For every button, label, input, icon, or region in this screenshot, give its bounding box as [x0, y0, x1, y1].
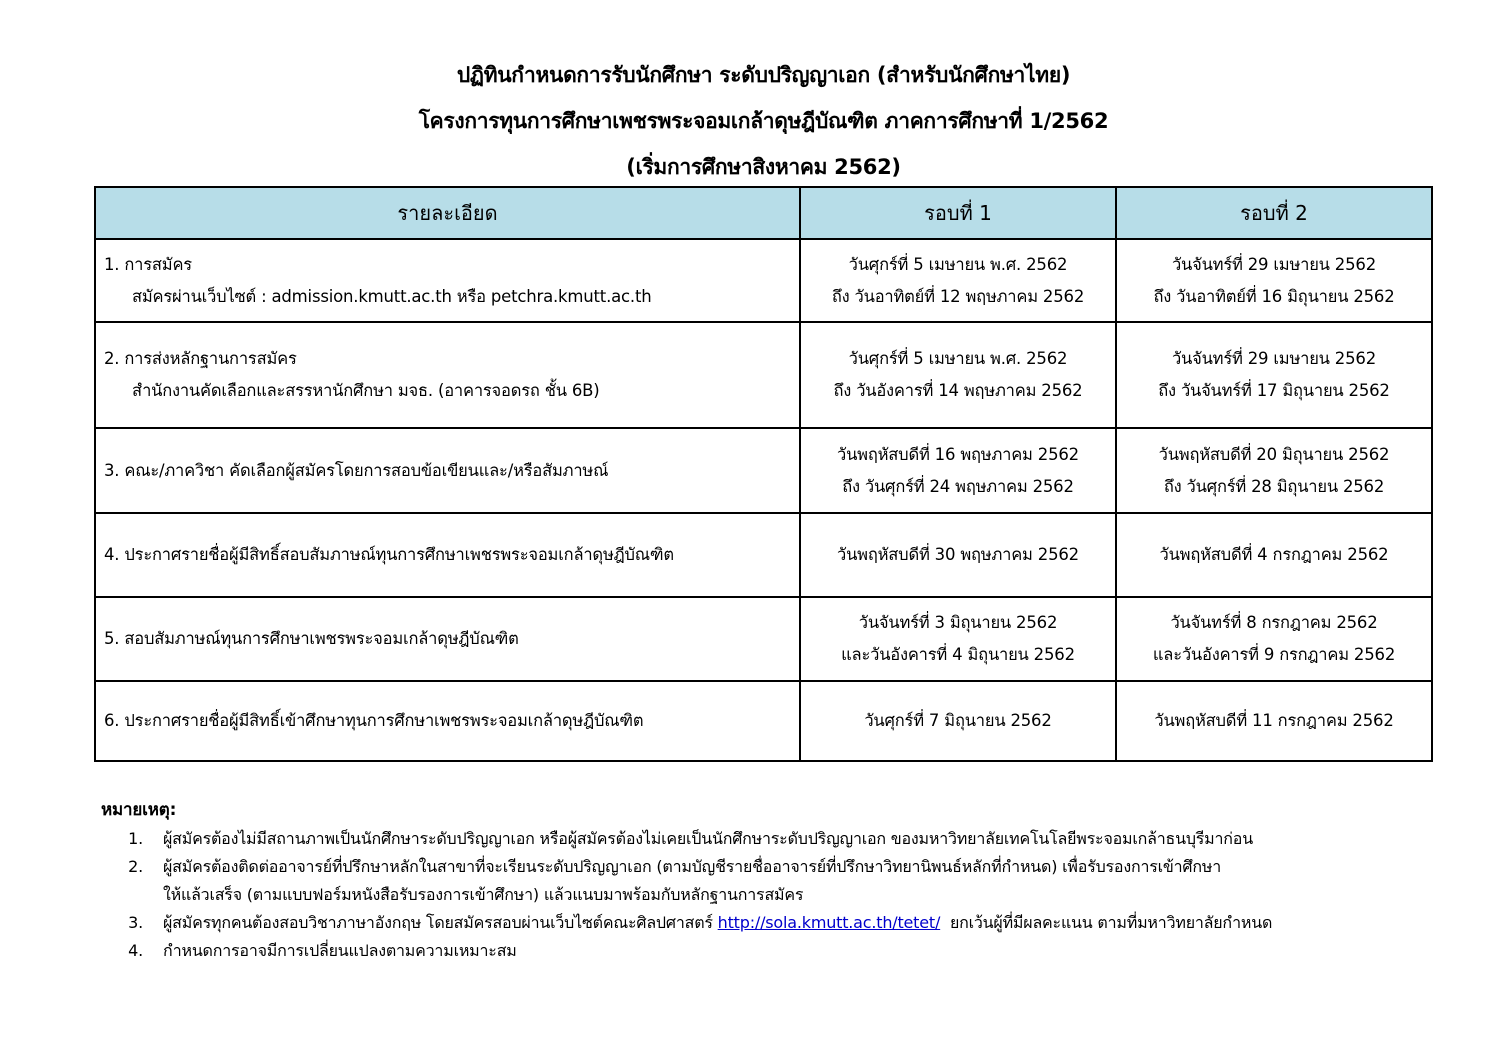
table-row: [95, 513, 1432, 597]
date-line: ถึง วันจันทร์ที่ 17 มิถุนายน 2562: [1158, 381, 1390, 400]
notes-section: [101, 795, 1481, 965]
round-2-cell: [1116, 322, 1432, 428]
note-continuation: ให้แล้วเสร็จ (ตามแบบฟอร์มหนังสือรับรองการเข้าศึกษา) แล้วแนบมาพร้อมกับหลักฐานการสมัคร: [163, 885, 804, 904]
table-row: [95, 322, 1432, 428]
round-1-cell: [800, 428, 1116, 513]
detail-subtext: สมัครผ่านเว็บไซต์ : admission.kmutt.ac.th หรือ petchra.kmutt.ac.th: [132, 286, 652, 306]
round-2-cell: [1116, 513, 1432, 597]
note-number: 3.: [128, 913, 143, 932]
title-line-2: โครงการทุนการศึกษาเพชรพระจอมเกล้าดุษฎีบัณฑิต ภาคการศึกษาที่ 1/2562: [418, 109, 1109, 133]
date-line: วันจันทร์ที่ 29 เมษายน 2562: [1171, 254, 1377, 274]
round-2-cell: [1116, 239, 1432, 322]
date-line: วันพฤหัสบดีที่ 11 กรกฎาคม 2562: [1154, 711, 1394, 730]
date-line: ถึง วันศุกร์ที่ 28 มิถุนายน 2562: [1163, 476, 1385, 496]
header-detail: รายละเอียด: [95, 187, 800, 239]
round-2-cell: [1116, 428, 1432, 513]
note-item: [101, 937, 1481, 965]
note-text: ผู้สมัครต้องไม่มีสถานภาพเป็นนักศึกษาระดับปริญญาเอก หรือผู้สมัครต้องไม่เคยเป็นนักศึกษาระดับปริญญาเอก ของมหาวิทยาลัยเทคโนโลยีพระจอมเกล้าธนบุรีมาก่อน: [163, 829, 1253, 848]
table-header-row: [95, 187, 1432, 239]
note-text-before-link: ผู้สมัครทุกคนต้องสอบวิชาภาษาอังกฤษ โดยสมัครสอบผ่านเว็บไซต์คณะศิลปศาสตร์: [163, 913, 718, 932]
notes-title: หมายเหตุ:: [101, 800, 177, 820]
note-text: [163, 909, 1481, 937]
date-line: ถึง วันอาทิตย์ที่ 16 มิถุนายน 2562: [1153, 286, 1395, 306]
note-text: กำหนดการอาจมีการเปลี่ยนแปลงตามความเหมาะสม: [163, 941, 517, 960]
detail-cell: [95, 239, 800, 322]
round-2-cell: [1116, 681, 1432, 761]
note-item: [101, 853, 1481, 881]
note-number: 2.: [128, 857, 143, 876]
date-line: วันพฤหัสบดีที่ 30 พฤษภาคม 2562: [837, 545, 1079, 564]
date-line: วันพฤหัสบดีที่ 20 มิถุนายน 2562: [1158, 444, 1390, 464]
note-number: 4.: [128, 941, 143, 960]
date-line: และวันอังคารที่ 4 มิถุนายน 2562: [841, 645, 1075, 664]
detail-cell: 4. ประกาศรายชื่อผู้มีสิทธิ์สอบสัมภาษณ์ทุนการศึกษาเพชรพระจอมเกล้าดุษฎีบัณฑิต: [95, 513, 800, 597]
document-title: [0, 52, 1497, 190]
detail-subtext: สำนักงานคัดเลือกและสรรหานักศึกษา มจธ. (อาคารจอดรถ ชั้น 6B): [132, 381, 600, 400]
round-1-cell: [800, 322, 1116, 428]
round-1-cell: [800, 597, 1116, 681]
date-line: ถึง วันอังคารที่ 14 พฤษภาคม 2562: [833, 381, 1083, 400]
date-line: วันจันทร์ที่ 8 กรกฎาคม 2562: [1170, 613, 1378, 632]
detail-text: 1. การสมัคร: [104, 254, 192, 274]
date-line: วันศุกร์ที่ 7 มิถุนายน 2562: [864, 711, 1052, 730]
detail-cell: 6. ประกาศรายชื่อผู้มีสิทธิ์เข้าศึกษาทุนการศึกษาเพชรพระจอมเกล้าดุษฎีบัณฑิต: [95, 681, 800, 761]
date-line: วันพฤหัสบดีที่ 4 กรกฎาคม 2562: [1159, 545, 1389, 564]
date-line: วันศุกร์ที่ 5 เมษายน พ.ศ. 2562: [848, 349, 1068, 368]
date-line: ถึง วันอาทิตย์ที่ 12 พฤษภาคม 2562: [831, 286, 1085, 306]
date-line: วันจันทร์ที่ 29 เมษายน 2562: [1171, 349, 1377, 368]
header-round-2: รอบที่ 2: [1116, 187, 1432, 239]
detail-text: 2. การส่งหลักฐานการสมัคร: [104, 349, 297, 368]
date-line: ถึง วันศุกร์ที่ 24 พฤษภาคม 2562: [842, 476, 1074, 496]
table-row: [95, 428, 1432, 513]
date-line: วันจันทร์ที่ 3 มิถุนายน 2562: [858, 613, 1058, 632]
note-item: [101, 909, 1481, 937]
detail-cell: [95, 322, 800, 428]
header-round-1: รอบที่ 1: [800, 187, 1116, 239]
date-line: และวันอังคารที่ 9 กรกฎาคม 2562: [1152, 645, 1396, 664]
round-1-cell: [800, 513, 1116, 597]
note-text-after-link: ยกเว้นผู้ที่มีผลคะแนน ตามที่มหาวิทยาลัยกำหนด: [940, 913, 1273, 932]
round-1-cell: [800, 681, 1116, 761]
round-2-cell: [1116, 597, 1432, 681]
detail-cell: 5. สอบสัมภาษณ์ทุนการศึกษาเพชรพระจอมเกล้าดุษฎีบัณฑิต: [95, 597, 800, 681]
note-text: ผู้สมัครต้องติดต่ออาจารย์ที่ปรึกษาหลักในสาขาที่จะเรียนระดับปริญญาเอก (ตามบัญชีรายชื่ออาจารย์ที่ปรึกษาวิทยานิพนธ์หลักที่กำหนด) เพื่อรับรองการเข้าศึกษา: [163, 857, 1221, 876]
table-row: [95, 239, 1432, 322]
detail-cell: 3. คณะ/ภาควิชา คัดเลือกผู้สมัครโดยการสอบข้อเขียนและ/หรือสัมภาษณ์: [95, 428, 800, 513]
note-item: [101, 825, 1481, 853]
date-line: วันศุกร์ที่ 5 เมษายน พ.ศ. 2562: [848, 254, 1068, 274]
schedule-table: [94, 186, 1433, 762]
table-row: [95, 597, 1432, 681]
sola-link[interactable]: http://sola.kmutt.ac.th/tetet/: [717, 913, 941, 932]
title-line-3: (เริ่มการศึกษาสิงหาคม 2562): [626, 155, 901, 179]
title-line-1: ปฏิทินกำหนดการรับนักศึกษา ระดับปริญญาเอก (สำหรับนักศึกษาไทย): [456, 63, 1071, 87]
date-line: วันพฤหัสบดีที่ 16 พฤษภาคม 2562: [837, 444, 1079, 464]
round-1-cell: [800, 239, 1116, 322]
table-row: [95, 681, 1432, 761]
note-number: 1.: [128, 829, 143, 848]
